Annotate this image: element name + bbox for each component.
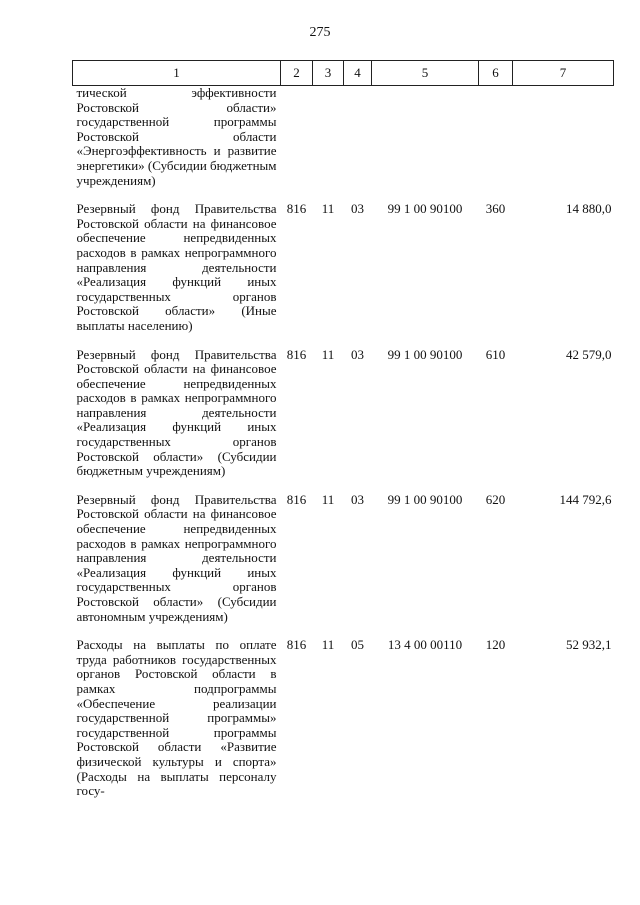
column-header: 2	[281, 61, 313, 86]
section-code: 11	[321, 346, 335, 362]
subsection-code: 03	[351, 346, 364, 362]
section-code: 11	[321, 201, 335, 217]
target-code: 99 1 00 90100	[387, 346, 463, 362]
column-header: 6	[479, 61, 513, 86]
column-header: 7	[513, 61, 614, 86]
target-code: 13 4 00 00110	[387, 637, 463, 653]
row-description: Резервный фонд Правительства Ростовской области на финансовое обеспечение непредвиденных расходов в рамках непрограммного направления деятельности «Реализация функций иных государственных органов Ростовской области» (Субсидии автономным учреждениям)	[76, 491, 277, 624]
subsection-code	[344, 86, 372, 189]
ministry-code: 816	[286, 346, 307, 362]
column-header: 3	[313, 61, 344, 86]
amount: 42 579,0	[566, 346, 612, 362]
table-row	[73, 348, 614, 479]
subsection-code: 03	[351, 491, 364, 507]
ministry-code: 816	[286, 637, 307, 653]
section-code: 11	[321, 637, 335, 653]
expense-type-code: 120	[485, 637, 506, 653]
expense-type-code: 360	[485, 201, 506, 217]
row-description: Резервный фонд Правительства Ростовской области на финансовое обеспечение непредвиденных расходов в рамках непрограммного направления деятельности «Реализация функций иных государственных органов Ростовской области» (Субсидии бюджетным учреждениям)	[76, 346, 277, 479]
amount: 144 792,6	[559, 491, 612, 507]
target-code: 99 1 00 90100	[387, 491, 463, 507]
row-description: Расходы на выплаты по оплате труда работников государственных органов Ростовской области в рамках подпрограммы «Обеспечение реализации государственной программы» государственной программы Ростовской области «Развитие физической культуры и спорта» (Расходы на выплаты персоналу госу-	[76, 637, 277, 799]
budget-table	[72, 60, 614, 799]
column-header: 1	[73, 61, 281, 86]
subsection-code: 03	[351, 201, 364, 217]
expense-type-code	[479, 86, 513, 189]
ministry-code: 816	[286, 491, 307, 507]
section-code	[313, 86, 344, 189]
target-code	[372, 86, 479, 189]
table-row	[73, 86, 614, 189]
ministry-code	[281, 86, 313, 189]
expense-type-code: 610	[485, 346, 506, 362]
section-code: 11	[321, 491, 335, 507]
row-description: Резервный фонд Правительства Ростовской области на финансовое обеспечение непредвиденных расходов в рамках непрограммного направления деятельности «Реализация функций иных государственных органов Ростовской области» (Иные выплаты населению)	[76, 201, 277, 333]
expense-type-code: 620	[485, 491, 506, 507]
ministry-code: 816	[286, 201, 307, 217]
page-number: 275	[309, 25, 331, 40]
table-header-row	[73, 61, 614, 86]
amount	[513, 86, 614, 189]
target-code: 99 1 00 90100	[387, 201, 463, 217]
row-description: тической эффективности Ростовской области» государственной программы Ростовской области «Энергоэффективность и развитие энергетики» (Субсидии бюджетным учреждениям)	[73, 86, 281, 189]
table-row	[73, 493, 614, 624]
amount: 52 932,1	[566, 637, 612, 653]
column-header: 5	[372, 61, 479, 86]
amount: 14 880,0	[566, 201, 612, 217]
table-row	[73, 202, 614, 333]
table-row	[73, 638, 614, 799]
column-header: 4	[344, 61, 372, 86]
subsection-code: 05	[351, 637, 364, 653]
